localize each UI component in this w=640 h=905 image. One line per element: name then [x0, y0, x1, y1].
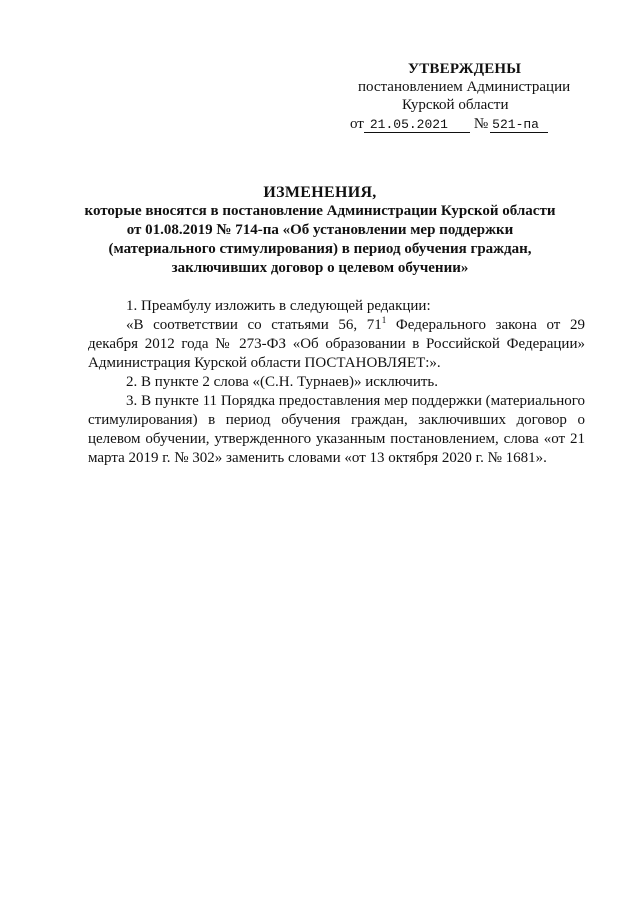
superscript-1: 1	[381, 315, 387, 325]
approval-region: Курской области	[402, 97, 509, 113]
approval-date: 21.05.2021	[364, 117, 470, 133]
paragraph-2-start: «В соответствии со статьями 56, 71	[126, 317, 382, 333]
paragraph-2	[88, 316, 585, 373]
heading-title: ИЗМЕНЕНИЯ,	[263, 184, 377, 201]
heading-line-4: заключивших договор о целевом обучении»	[171, 260, 469, 276]
paragraph-1: 1. Преамбулу изложить в следующей редакции:	[126, 298, 431, 314]
number-sign: №	[473, 116, 489, 132]
document-heading	[60, 183, 580, 278]
heading-line-2: от 01.08.2019 № 714-па «Об установлении мер поддержки	[126, 222, 514, 238]
date-prefix: от	[350, 116, 364, 132]
approval-date-row	[350, 115, 548, 133]
approval-authority: постановлением Администрации	[358, 79, 571, 95]
approval-number: 521-па	[490, 117, 548, 133]
paragraph-3: 2. В пункте 2 слова «(С.Н. Турнаев)» исключить.	[126, 374, 439, 390]
heading-line-3: (материального стимулирования) в период обучения граждан,	[108, 241, 532, 257]
paragraph-2-end: Федерального закона от 29 декабря 2012 года № 273-ФЗ «Об образовании в Российской Федерации» Администрация Курской области ПОСТАНОВЛЯЕТ:».	[88, 317, 585, 371]
paragraph-4: 3. В пункте 11 Порядка предоставления мер поддержки (материального стимулирования) в период обучения граждан, заключивших договор о целевом обучении, утвержденного указанным постановлением, слова «от 21 марта 2019 г. № 302» заменить словами «от 13 октября 2020 г. № 1681».	[88, 393, 585, 466]
document-body	[88, 297, 585, 468]
heading-line-1: которые вносятся в постановление Администрации Курской области	[84, 203, 556, 219]
approval-title: УТВЕРЖДЕНЫ	[408, 61, 522, 77]
